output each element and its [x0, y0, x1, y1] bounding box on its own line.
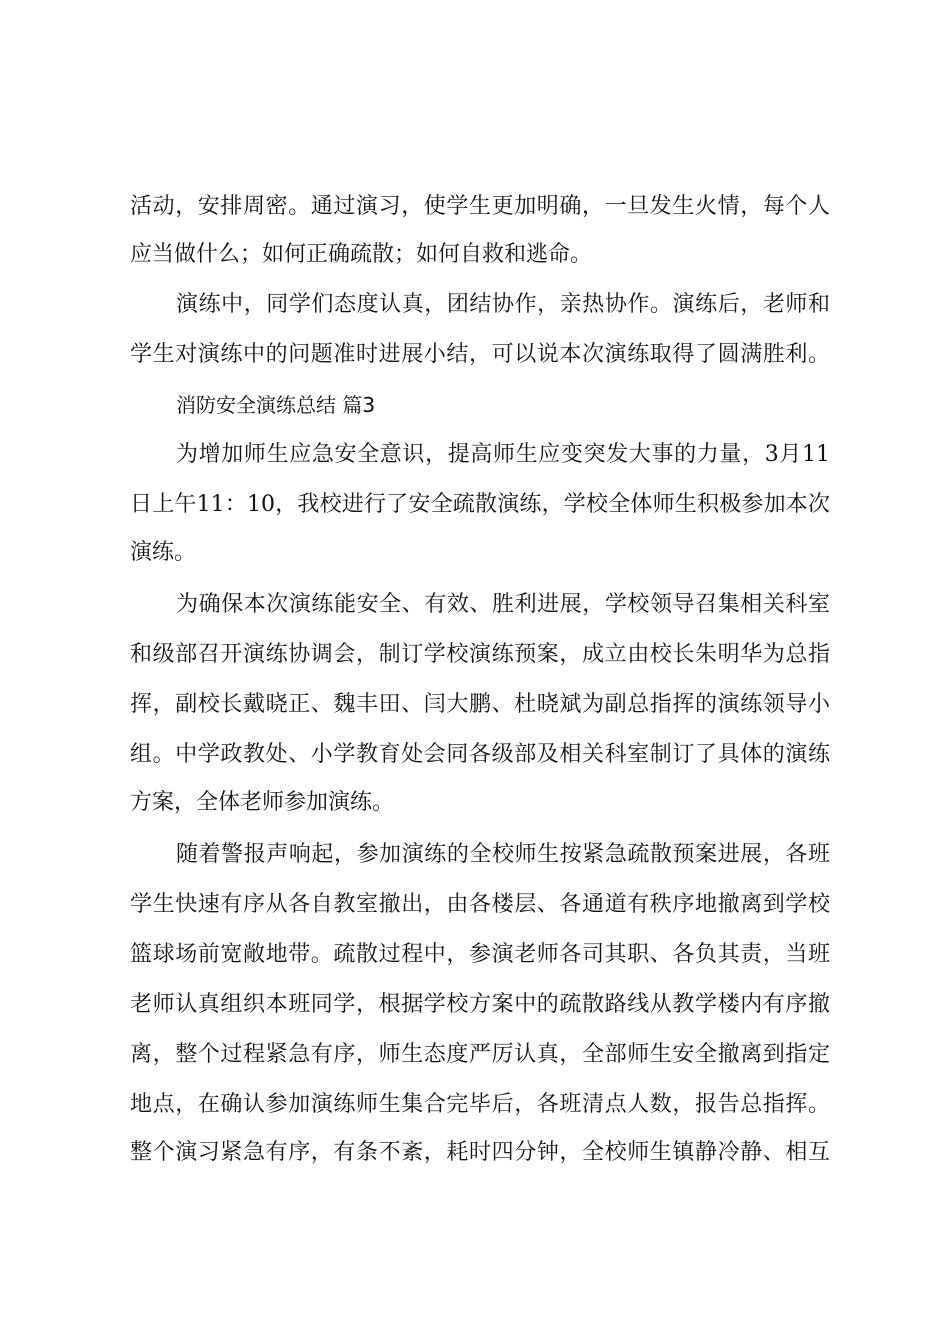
paragraph-4-line-4: 组。中学政教处、小学教育处会同各级部及相关科室制订了具体的演练	[130, 742, 830, 767]
paragraph-5-line-7: 整个演习紧急有序，有条不紊，耗时四分钟，全校师生镇静冷静、相互	[130, 1140, 830, 1165]
paragraph-1-line-2: 应当做什么；如何正确疏散；如何自救和逃命。	[130, 242, 593, 267]
paragraph-5-line-6: 地点，在确认参加演练师生集合完毕后，各班清点人数，报告总指挥。	[130, 1092, 830, 1117]
paragraph-3-line-3: 演练。	[130, 540, 197, 565]
paragraph-2-line-2: 学生对演练中的问题准时进展小结，可以说本次演练取得了圆满胜利。	[130, 342, 830, 367]
paragraph-2-line-1: 演练中，同学们态度认真，团结协作，亲热协作。演练后，老师和	[176, 292, 830, 317]
paragraph-3-line-1: 为增加师生应急安全意识，提高师生应变突发大事的力量，3月11	[176, 442, 830, 467]
paragraph-5-line-5: 离，整个过程紧急有序，师生态度严厉认真，全部师生安全撤离到指定	[130, 1042, 830, 1067]
section-heading: 消防安全演练总结 篇3	[176, 393, 376, 417]
paragraph-4-line-2: 和级部召开演练协调会，制订学校演练预案，成立由校长朱明华为总指	[130, 642, 830, 667]
paragraph-5-line-2: 学生快速有序从各自教室撤出，由各楼层、各通道有秩序地撤离到学校	[130, 892, 830, 917]
paragraph-1-line-1: 活动，安排周密。通过演习，使学生更加明确，一旦发生火情，每个人	[130, 194, 830, 219]
paragraph-5-line-4: 老师认真组织本班同学，根据学校方案中的疏散路线从教学楼内有序撤	[130, 992, 830, 1017]
paragraph-5-line-1: 随着警报声响起，参加演练的全校师生按紧急疏散预案进展，各班	[176, 842, 830, 867]
paragraph-4-line-1: 为确保本次演练能安全、有效、胜利进展，学校领导召集相关科室	[176, 592, 830, 617]
paragraph-4-line-5: 方案，全体老师参加演练。	[130, 790, 395, 815]
paragraph-5-line-3: 篮球场前宽敞地带。疏散过程中，参演老师各司其职、各负其责，当班	[130, 942, 830, 967]
paragraph-3-line-2: 日上午11：10，我校进行了安全疏散演练，学校全体师生积极参加本次	[130, 492, 830, 517]
paragraph-4-line-3: 挥，副校长戴晓正、魏丰田、闫大鹏、杜晓斌为副总指挥的演练领导小	[130, 692, 830, 717]
